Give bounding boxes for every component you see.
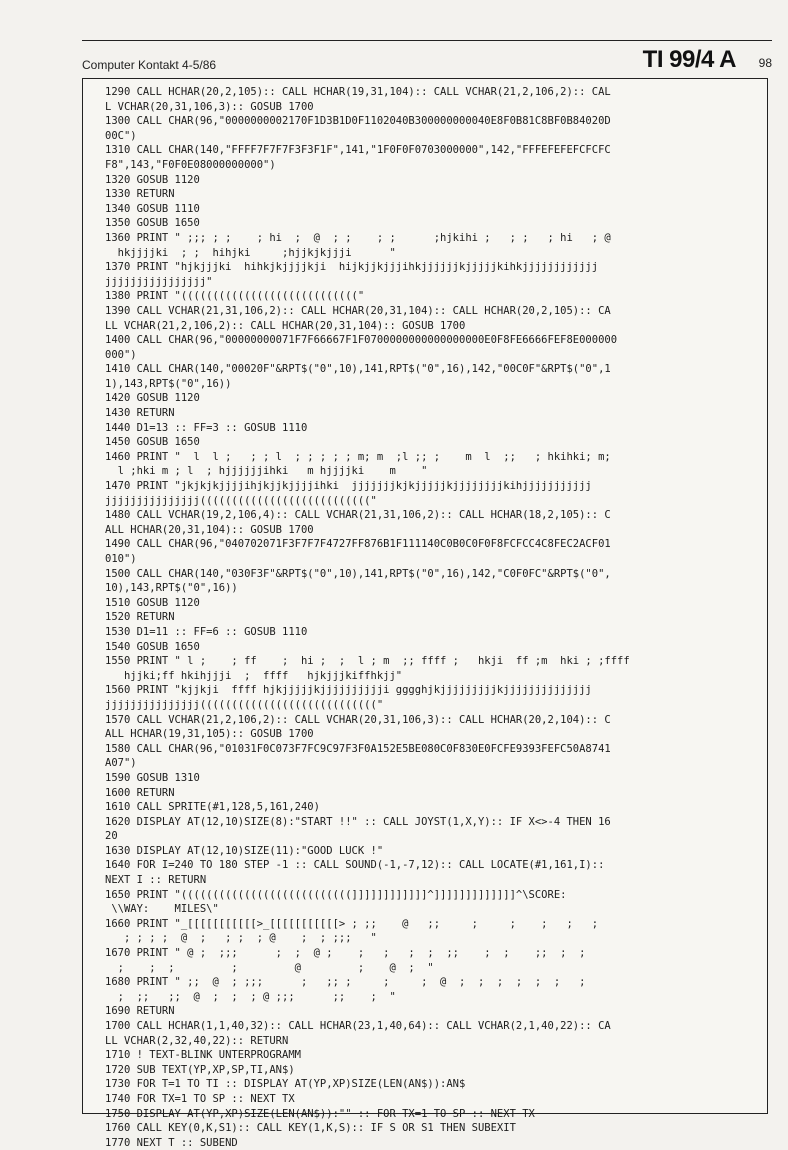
code-line: 010") <box>105 553 137 565</box>
code-line: LL VCHAR(2,32,40,22):: RETURN <box>105 1034 289 1047</box>
code-line: ; ; ; ; @ ; @ ; " <box>105 961 434 974</box>
code-line: jjjjjjjjjjjjjjj(((((((((((((((((((((((((((" <box>105 494 377 507</box>
code-line: 1700 CALL HCHAR(1,1,40,32):: CALL HCHAR(23,1,40,64):: CALL VCHAR(2,1,40,22):: CA <box>105 1020 611 1032</box>
code-line: 1590 GOSUB 1310 <box>105 771 200 784</box>
magazine-issue: Computer Kontakt 4-5/86 <box>82 58 217 72</box>
code-line: 1320 GOSUB 1120 <box>105 173 200 186</box>
code-line: 1490 CALL CHAR(96,"040702071F3F7F7F4727FF876B1F111140C0B0C0F0F8FCFCC4C8FEC2ACF01 <box>105 538 611 551</box>
code-line: F8",143,"F0F0E08000000000") <box>105 158 276 171</box>
header-rule <box>82 40 772 41</box>
code-line: 1290 CALL HCHAR(20,2,105):: CALL HCHAR(19,31,104):: CALL VCHAR(21,2,106,2):: CAL <box>105 86 611 98</box>
code-line: 1480 CALL VCHAR(19,2,106,4):: CALL VCHAR(21,31,106,2):: CALL HCHAR(18,2,105):: C <box>105 509 611 522</box>
code-line: 1600 RETURN <box>105 786 175 799</box>
code-line: \\WAY: MILES\" <box>105 903 219 916</box>
code-line: 1310 CALL CHAR(140,"FFFF7F7F7F3F3F1F",141,"1F0F0F0703000000",142,"FFFEFEFEFCFCFC <box>105 144 611 157</box>
code-line: 1300 CALL CHAR(96,"0000000002170F1D3B1D0F1102040B300000000040E8F0B81C8BF0B84020D <box>105 115 611 128</box>
code-line: 1750 DISPLAY AT(YP,XP)SIZE(LEN(AN$)):"" :: FOR TX=1 TO SP :: NEXT TX <box>105 1107 535 1120</box>
code-line: hkjjjjki ; ; hihjki ;hjjkjkjjji " <box>105 246 396 259</box>
code-line: 1500 CALL CHAR(140,"030F3F"&RPT$("0",10),141,RPT$("0",16),142,"C0F0FC"&RPT$("0", <box>105 567 611 580</box>
code-line: NEXT I :: RETURN <box>105 874 207 887</box>
code-line: 1410 CALL CHAR(140,"00020F"&RPT$("0",10),141,RPT$("0",16),142,"00C0F"&RPT$("0",1 <box>105 363 611 376</box>
code-line: 1350 GOSUB 1650 <box>105 217 200 230</box>
program-listing <box>105 85 755 1150</box>
code-line: 1730 FOR T=1 TO TI :: DISPLAY AT(YP,XP)SIZE(LEN(AN$)):AN$ <box>105 1078 466 1091</box>
code-line: ALL HCHAR(20,31,104):: GOSUB 1700 <box>105 523 314 536</box>
code-line: 1770 NEXT T :: SUBEND <box>105 1136 238 1149</box>
code-line: A07") <box>105 757 137 770</box>
code-line: 1620 DISPLAY AT(12,10)SIZE(8):"START !!" :: CALL JOYST(1,X,Y):: IF X<>-4 THEN 16 <box>105 815 611 828</box>
code-line: 10),143,RPT$("0",16)) <box>105 582 238 595</box>
code-line: 1380 PRINT "((((((((((((((((((((((((((((" <box>105 290 365 303</box>
code-line: 1520 RETURN <box>105 611 175 624</box>
code-line: 1650 PRINT "(((((((((((((((((((((((((((]]]]]]]]]]]]^]]]]]]]]]]]]]^\SCORE: <box>105 888 567 901</box>
code-line: ALL HCHAR(19,31,105):: GOSUB 1700 <box>105 728 314 741</box>
page-number: 98 <box>758 56 772 70</box>
page-header <box>82 40 772 76</box>
code-line: 1430 RETURN <box>105 407 175 420</box>
code-line: hjjki;ff hkihjjji ; ffff hjkjjjkiffhkjj" <box>105 669 403 682</box>
code-line: 1460 PRINT " l l ; ; ; l ; ; ; ; ; m; m ;l ;; ; m l ;; ; hkihki; m; <box>105 450 611 463</box>
code-line: 1510 GOSUB 1120 <box>105 596 200 609</box>
code-line: 1630 DISPLAY AT(12,10)SIZE(11):"GOOD LUCK !" <box>105 844 384 857</box>
code-line: ; ; ; ; @ ; ; ; ; @ ; ; ;;; " <box>105 932 377 945</box>
code-line: 1760 CALL KEY(0,K,S1):: CALL KEY(1,K,S):: IF S OR S1 THEN SUBEXIT <box>105 1122 516 1135</box>
code-line: jjjjjjjjjjjjjjj((((((((((((((((((((((((((((" <box>105 698 384 711</box>
code-line: 1420 GOSUB 1120 <box>105 392 200 405</box>
code-line: 000") <box>105 348 137 361</box>
code-line: 1580 CALL CHAR(96,"01031F0C073F7FC9C97F3F0A152E5BE080C0F830E0FCFE9393FEFC50A8741 <box>105 742 611 755</box>
code-line: LL VCHAR(21,2,106,2):: CALL HCHAR(20,31,104):: GOSUB 1700 <box>105 319 466 332</box>
code-line: 1330 RETURN <box>105 188 175 201</box>
code-line: 1690 RETURN <box>105 1005 175 1018</box>
code-line: 1570 CALL VCHAR(21,2,106,2):: CALL VCHAR(20,31,106,3):: CALL HCHAR(20,2,104):: C <box>105 713 611 726</box>
code-line: 1450 GOSUB 1650 <box>105 436 200 449</box>
code-line: 00C") <box>105 129 137 142</box>
code-line: 1370 PRINT "hjkjjjki hihkjkjjjjkji hijkjjkjjjihkjjjjjjkjjjjjkihkjjjjjjjjjjjj <box>105 261 599 274</box>
program-listing-box <box>82 78 768 1149</box>
code-line: 1670 PRINT " @ ; ;;; ; ; @ ; ; ; ; ; ;; ; ; ;; ; ; <box>105 947 586 960</box>
computer-model-title: TI 99/4 A <box>642 46 736 73</box>
code-line: 1340 GOSUB 1110 <box>105 202 200 215</box>
code-line: 1540 GOSUB 1650 <box>105 640 200 653</box>
code-line: 1440 D1=13 :: FF=3 :: GOSUB 1110 <box>105 421 308 434</box>
code-line: 1560 PRINT "kjjkji ffff hjkjjjjjkjjjjjjjjjji gggghjkjjjjjjjjjkjjjjjjjjjjjjjj <box>105 684 592 697</box>
code-line: 1),143,RPT$("0",16)) <box>105 377 232 390</box>
code-line: 1470 PRINT "jkjkjkjjjjihjkjjkjjjjihki jjjjjjjkjkjjjjjkjjjjjjjjkihjjjjjjjjjjj <box>105 480 592 493</box>
code-line: 1740 FOR TX=1 TO SP :: NEXT TX <box>105 1092 295 1105</box>
code-line: 1530 D1=11 :: FF=6 :: GOSUB 1110 <box>105 625 308 638</box>
code-line: 1660 PRINT "_[[[[[[[[[[[>_[[[[[[[[[[[> ; ;; @ ;; ; ; ; ; ; <box>105 917 599 930</box>
code-line: 1360 PRINT " ;;; ; ; ; hi ; @ ; ; ; ; ;hjkihi ; ; ; ; hi ; @ <box>105 231 611 244</box>
code-line: 1550 PRINT " l ; ; ff ; hi ; ; l ; m ;; ffff ; hkji ff ;m hki ; ;ffff <box>105 655 630 668</box>
code-line: l ;hki m ; l ; hjjjjjjihki m hjjjjki m " <box>105 465 428 478</box>
code-line: 1720 SUB TEXT(YP,XP,SP,TI,AN$) <box>105 1063 295 1076</box>
code-line: 20 <box>105 830 118 843</box>
code-line: jjjjjjjjjjjjjjjj" <box>105 275 213 288</box>
code-line: 1390 CALL VCHAR(21,31,106,2):: CALL HCHAR(20,31,104):: CALL HCHAR(20,2,105):: CA <box>105 304 611 317</box>
code-line: 1400 CALL CHAR(96,"00000000071F7F66667F1F0700000000000000000E0F8FE6666FEF8E000000 <box>105 334 618 347</box>
code-line: ; ;; ;; @ ; ; ; @ ;;; ;; ; " <box>105 990 396 1003</box>
code-line: 1640 FOR I=240 TO 180 STEP -1 :: CALL SOUND(-1,-7,12):: CALL LOCATE(#1,161,I):: <box>105 859 605 872</box>
code-line: L VCHAR(20,31,106,3):: GOSUB 1700 <box>105 100 314 113</box>
code-line: 1610 CALL SPRITE(#1,128,5,161,240) <box>105 801 320 814</box>
code-line: 1710 ! TEXT-BLINK UNTERPROGRAMM <box>105 1049 301 1062</box>
code-line: 1680 PRINT " ;; @ ; ;;; ; ;; ; ; ; @ ; ; ; ; ; ; ; <box>105 976 586 989</box>
